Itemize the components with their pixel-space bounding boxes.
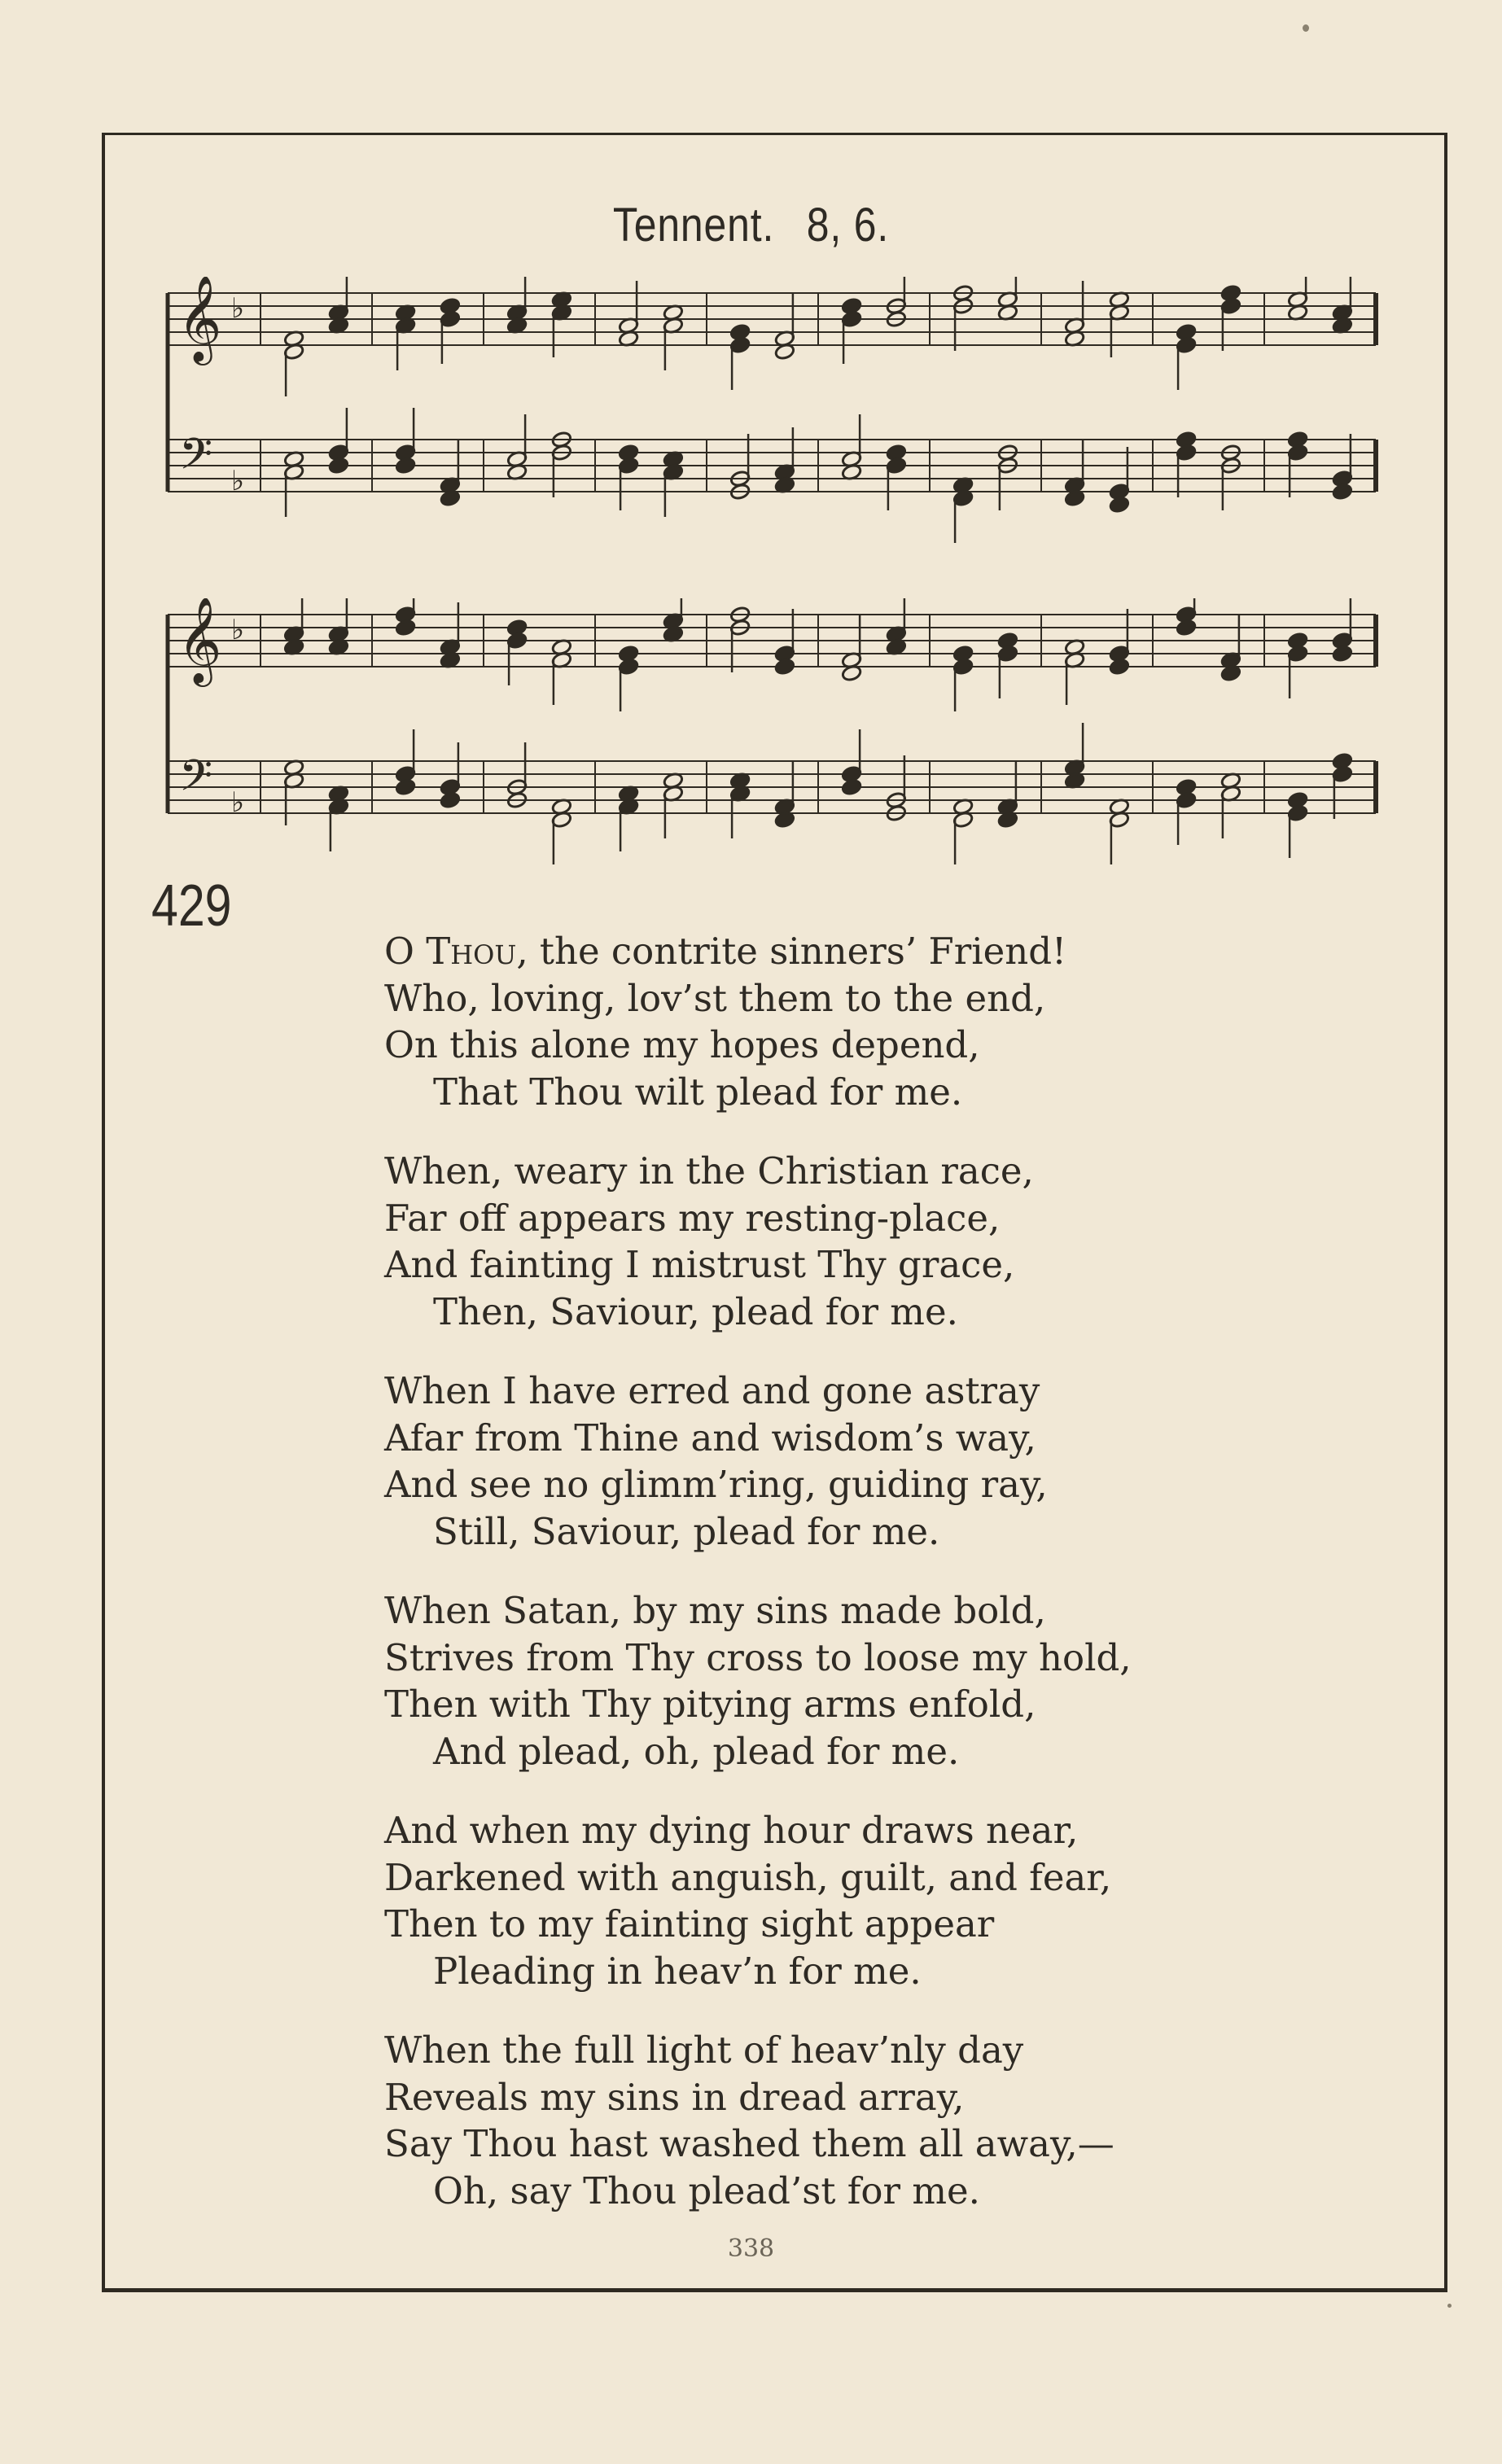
verse-text: Then, Saviour, plead for me.: [433, 1289, 958, 1333]
verse-line: [384, 1854, 1320, 1902]
verse-text: When the full light of heav’nly day: [384, 2029, 1024, 2072]
bass-clef: 𝄢: [179, 430, 213, 490]
verse-line: [384, 975, 1320, 1022]
note-head: [395, 778, 416, 796]
verse-line: [384, 1807, 1320, 1854]
verse-line: [384, 1148, 1320, 1195]
verse-line: [384, 1508, 1320, 1556]
verse-line: [384, 1415, 1320, 1462]
verse-line: [384, 1635, 1320, 1682]
note-head: [1332, 483, 1353, 501]
small-caps-word: Thou: [426, 930, 517, 973]
verse-text: Who, loving, lov’st them to the end,: [384, 976, 1046, 1020]
verse-text: And when my dying hour draws near,: [384, 1809, 1079, 1852]
verse-text: Reveals my sins in dread array,: [384, 2075, 965, 2119]
verse-line: [384, 1289, 1320, 1336]
note-head: [1109, 496, 1130, 514]
note-head: [1332, 645, 1353, 663]
verse-line: [384, 1022, 1320, 1069]
treble-clef: 𝄞: [177, 598, 222, 683]
verse-line: [384, 1948, 1320, 1995]
note-head: [395, 457, 416, 475]
hymn-number: 429: [151, 873, 232, 939]
verse-text: Then to my fainting sight appear: [384, 1902, 995, 1945]
note-head: [774, 658, 795, 676]
verse-text: When, weary in the Christian race,: [384, 1149, 1034, 1193]
verse-line: [384, 1728, 1320, 1775]
verse-text: When I have erred and gone astray: [384, 1369, 1040, 1412]
verse-line: [384, 928, 1320, 975]
music-score-system-1: [163, 277, 1384, 554]
flat-sign: ♭: [231, 786, 245, 819]
note-head: [1176, 619, 1197, 637]
verse-text: Still, Saviour, plead for me.: [433, 1509, 940, 1553]
verse-line: [384, 1901, 1320, 1948]
tune-heading: [105, 198, 1397, 252]
verse-text: Pleading in heav’n for me.: [433, 1949, 922, 1993]
verse-text: Darkened with anguish, guilt, and fear,: [384, 1855, 1112, 1899]
verse-text: Far off appears my resting-place,: [384, 1196, 1001, 1240]
verse-line: [384, 2120, 1320, 2168]
flat-sign: ♭: [231, 614, 245, 646]
note-head: [440, 791, 461, 809]
note-head: [328, 457, 349, 475]
verse-line: [384, 1069, 1320, 1116]
paper-speck: [1303, 24, 1309, 32]
stanza: [384, 1368, 1320, 1555]
verse-text: And see no glimm’ring, guiding ray,: [384, 1463, 1048, 1506]
verse-text: Then with Thy pitying arms enfold,: [384, 1683, 1036, 1726]
verse-text: Say Thou hast washed them all away,—: [384, 2122, 1114, 2165]
verse-text: Oh, say Thou plead’st for me.: [433, 2169, 980, 2212]
verse-text: And plead, oh, plead for me.: [433, 1729, 960, 1773]
verse-line: [384, 1461, 1320, 1508]
verse-line: [384, 1587, 1320, 1635]
verse-text: On this alone my hopes depend,: [384, 1023, 980, 1066]
verse-text: Strives from Thy cross to loose my hold,: [384, 1635, 1132, 1679]
note-head: [841, 778, 862, 796]
tune-meter: 8, 6.: [806, 199, 890, 252]
verse-text: , the contrite sinners’ Friend!: [516, 930, 1067, 973]
verse-text: When Satan, by my sins made bold,: [384, 1589, 1046, 1632]
stanza: [384, 1148, 1320, 1335]
verse-line: [384, 1241, 1320, 1289]
music-score-system-2: [163, 598, 1384, 875]
flat-sign: ♭: [231, 292, 245, 325]
verse-text: Afar from Thine and wisdom’s way,: [384, 1416, 1036, 1460]
verse-line: [384, 2074, 1320, 2121]
note-head: [1109, 658, 1130, 676]
verse-line: [384, 2168, 1320, 2215]
verse-text: That Thou wilt plead for me.: [433, 1070, 963, 1114]
page-number: 338: [727, 2234, 775, 2263]
verse-text: And fainting I mistrust Thy grace,: [384, 1243, 1015, 1286]
treble-clef: 𝄞: [177, 277, 222, 361]
stanza: [384, 1587, 1320, 1775]
paper-speck: [1447, 2304, 1452, 2308]
stanza: [384, 1807, 1320, 1994]
verse-line: [384, 1195, 1320, 1242]
verse-text: O: [384, 930, 427, 973]
flat-sign: ♭: [231, 465, 245, 497]
verse-line: [384, 2027, 1320, 2074]
bass-clef: 𝄢: [179, 751, 213, 812]
stanza: [384, 928, 1320, 1115]
tune-name: Tennent.: [612, 199, 775, 252]
verse-line: [384, 1681, 1320, 1728]
note-head: [395, 619, 416, 637]
stanza: [384, 2027, 1320, 2214]
verse-line: [384, 1368, 1320, 1415]
hymn-text: [384, 928, 1320, 2247]
